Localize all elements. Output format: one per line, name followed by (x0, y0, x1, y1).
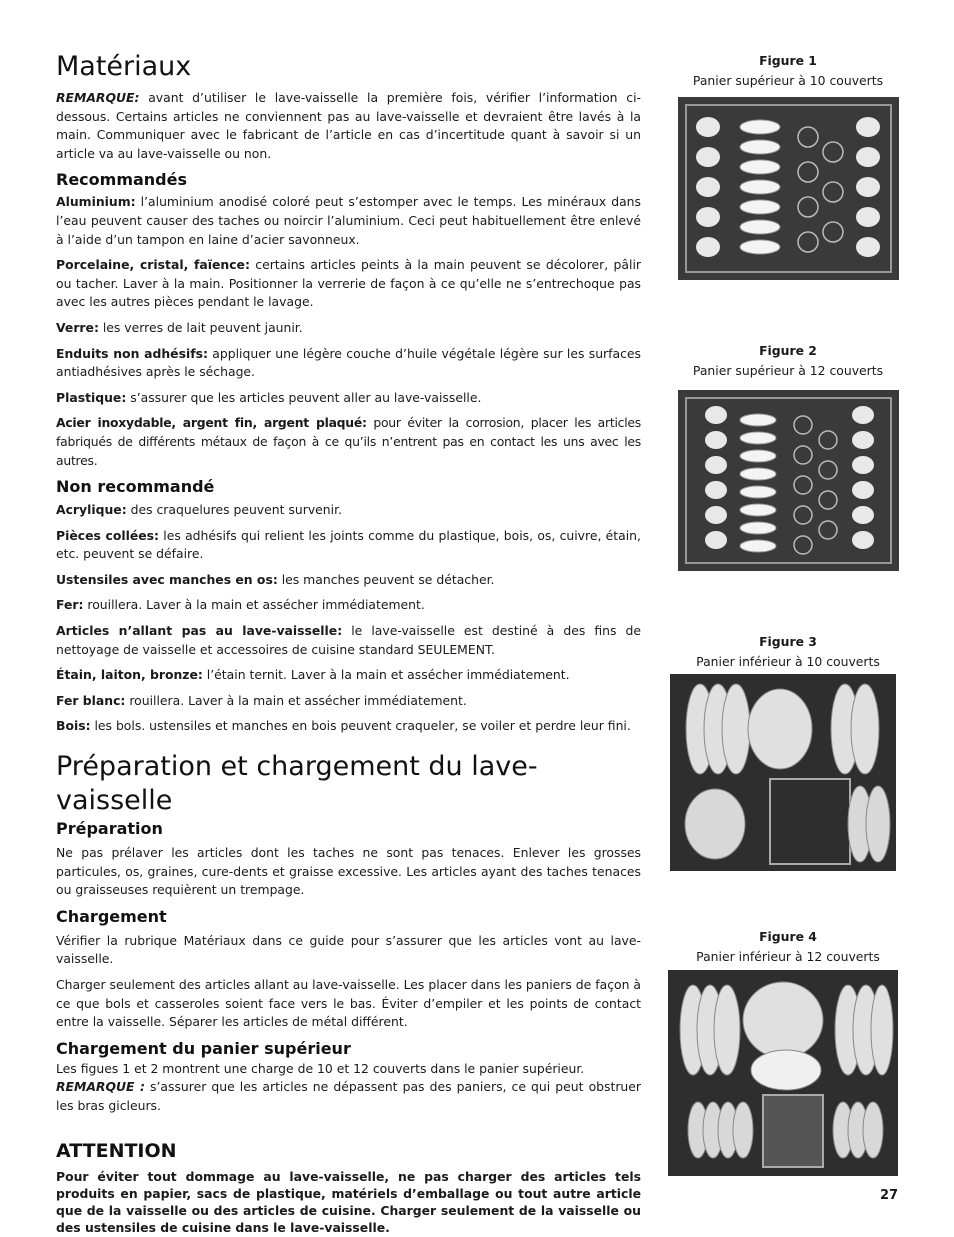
recommended-item (56, 256, 641, 312)
figure-4-caption (668, 927, 908, 967)
upper-rack-heading: Chargement du panier supérieur (56, 1038, 351, 1058)
figure-3-photo (670, 674, 896, 871)
item-text: pour éviter la corrosion, placer les articles fabriqués de différents métaux de façon à ce qu’ils n’entrent pas en contact les uns avec les autres. (56, 415, 641, 468)
not-recommended-heading: Non recommandé (56, 477, 215, 497)
figure-2-photo (678, 390, 899, 571)
item-label: Ustensiles avec manches en os: (56, 571, 278, 587)
not-recommended-item (56, 717, 641, 736)
item-text: rouillera. Laver à la main et assécher immédiatement. (125, 692, 467, 708)
recommended-heading: Recommandés (56, 170, 188, 190)
item-label: Bois: (56, 718, 91, 734)
loading-title: Préparation et chargement du lave-vaisselle (56, 751, 538, 817)
item-label: Fer blanc: (56, 692, 126, 708)
item-text: les bols. ustensiles et manches en bois peuvent craqueler, se voiler et perdre leur fini. (90, 718, 631, 734)
recommended-item (56, 414, 641, 470)
item-text: le lave-vaisselle est destiné à des fins de nettoyage de vaisselle et accessoires de cuisine standard SEULEMENT. (56, 623, 641, 657)
not-recommended-item (56, 571, 641, 590)
recommended-item (56, 389, 641, 408)
item-label: Pièces collées: (56, 527, 159, 543)
figure-number: Figure 4 (759, 929, 817, 944)
figure-caption: Panier inférieur à 10 couverts (696, 654, 880, 669)
note-label: REMARQUE: (56, 90, 140, 105)
not-recommended-item (56, 596, 641, 615)
page-number: 27 (880, 1188, 899, 1203)
item-text: s’assurer que les articles peuvent aller au lave-vaisselle. (126, 389, 482, 405)
item-text: certains articles peints à la main peuvent se décolorer, pâlir ou tacher. Laver à la main. Positionner la verrerie de façon à ce qu’elle ne s’entrechoque pas avec les autres pièces pendant le lavage. (56, 257, 641, 310)
materials-note (56, 89, 641, 163)
upper-rack-text: Les figues 1 et 2 montrent une charge de 10 et 12 couverts dans le panier supérieur. (56, 1060, 585, 1076)
figure-1-photo (678, 97, 899, 280)
prep-heading: Préparation (56, 819, 163, 839)
item-label: Acrylique: (56, 502, 127, 518)
figure-number: Figure 2 (759, 343, 817, 358)
item-label: Plastique: (56, 389, 127, 405)
item-label: Fer: (56, 597, 84, 613)
item-label: Porcelaine, cristal, faïence: (56, 257, 250, 273)
recommended-item (56, 193, 641, 249)
load-text-2: Charger seulement des articles allant au lave-vaisselle. Les placer dans les paniers de façon à ce que bols et casseroles soient face vers le bas. Éviter d’empiler et les points de contact entre la vaisselle. Séparer les articles de métal différent. (56, 977, 641, 1030)
materials-title: Matériaux (56, 51, 192, 82)
item-label: Enduits non adhésifs: (56, 345, 208, 361)
not-recommended-item (56, 501, 641, 520)
load-text-1: Vérifier la rubrique Matériaux dans ce guide pour s’assurer que les articles vont au lave-vaisselle. (56, 932, 641, 967)
not-recommended-item (56, 527, 641, 564)
item-label: Aluminium: (56, 194, 136, 210)
figure-2-caption (668, 341, 908, 381)
item-text: appliquer une légère couche d’huile végétale légère sur les surfaces antiadhésives après le séchage. (56, 345, 642, 380)
item-label: Acier inoxydable, argent fin, argent plaqué: (56, 415, 367, 431)
attention-heading: ATTENTION (56, 1139, 177, 1162)
item-text: les adhésifs qui relient les joints comme du plastique, bois, os, cuivre, étain, etc. peuvent se défaire. (56, 527, 641, 562)
item-label: Verre: (56, 319, 99, 335)
figure-number: Figure 1 (759, 53, 817, 68)
recommended-item (56, 345, 641, 382)
recommended-item (56, 319, 641, 338)
main-column (56, 50, 641, 1237)
item-label: Étain, laiton, bronze: (56, 667, 203, 683)
prep-text: Ne pas prélaver les articles dont les taches ne sont pas tenaces. Enlever les grosses particules, os, graines, cure-dents et graisse excessive. Les articles ayant des taches tenaces ou graisseuses requièrent un trempage. (56, 845, 641, 898)
note-label: REMARQUE : (56, 1079, 145, 1095)
figure-3-caption (668, 632, 908, 672)
figure-number: Figure 3 (759, 634, 817, 649)
note-text: avant d’utiliser le lave-vaisselle la première fois, vérifier l’information ci-dessous. Certains articles ne conviennent pas au lave-vaisselle et devraient être lavés à la main. Communiquer avec le fabricant de l’article en cas d’incertitude quant à savoir si un article va au lave-vaisselle ou non. (56, 90, 641, 161)
figure-caption: Panier supérieur à 10 couverts (692, 73, 884, 88)
load-heading: Chargement (56, 906, 167, 926)
item-text: rouillera. Laver à la main et assécher immédiatement. (83, 597, 425, 613)
not-recommended-item (56, 692, 641, 711)
item-text: les verres de lait peuvent jaunir. (98, 319, 303, 335)
figure-caption: Panier supérieur à 12 couverts (692, 363, 884, 378)
upper-rack-note (56, 1078, 641, 1115)
not-recommended-item (56, 622, 641, 659)
item-text: l’étain ternit. Laver à la main et assécher immédiatement. (202, 667, 570, 683)
not-recommended-item (56, 666, 641, 685)
item-text: des craquelures peuvent survenir. (126, 502, 342, 518)
figure-1-caption (668, 51, 908, 91)
item-text: les manches peuvent se détacher. (277, 571, 495, 587)
figure-4-photo (668, 970, 898, 1176)
figure-caption: Panier inférieur à 12 couverts (696, 949, 880, 964)
item-text: l’aluminium anodisé coloré peut s’estomper avec le temps. Les minéraux dans l’eau peuvent causer des taches ou noircir l’aluminium. Ceci peut habituellement être enlevé à l’aide d’un tampon en laine d’acier savonneux. (56, 194, 641, 247)
item-label: Articles n’allant pas au lave-vaisselle: (56, 623, 343, 639)
note-text: s’assurer que les articles ne dépassent pas des paniers, ce qui peut obstruer les bras gicleurs. (56, 1079, 641, 1113)
attention-text: Pour éviter tout dommage au lave-vaisselle, ne pas charger des articles tels produits en papier, sacs de plastique, matériels d’emballage ou tout autre article que de la vaisselle ou des articles de cuisine. Charger seulement de la vaisselle ou des ustensiles de cuisine dans le lave-vaisselle. (56, 1168, 641, 1236)
